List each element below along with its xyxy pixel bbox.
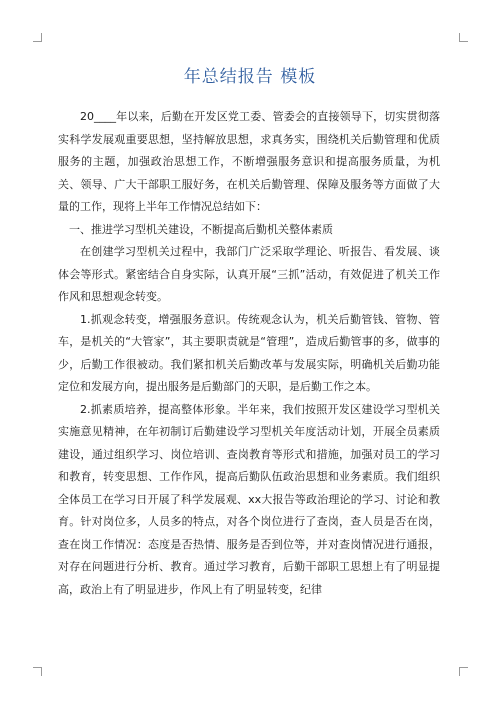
crop-mark-bottom-left xyxy=(33,667,42,676)
document-title: 年总结报告 模板 xyxy=(183,67,317,87)
section-heading: 一、推进学习型机关建设，不断提高后勤机关整体素质 xyxy=(69,222,333,236)
crop-mark-bottom-right xyxy=(459,667,468,676)
crop-mark-top-left xyxy=(33,33,42,42)
intro-paragraph: 20____年以来，后勤在开发区党工委、管委会的直接领导下，切实贯彻落实科学发展观重要思想，坚持解放思想，求真务实，围绕机关后勤管理和优质服务的主题，加强政治思想工作，不断增强服务意识和提高服务质量，为机关、领导、广大干部职工服好务，在机关后勤管理、保障及服务等方面做了大量的工作，现将上半年工作情况总结如下： xyxy=(58,110,440,213)
crop-mark-top-right xyxy=(459,33,468,42)
body-paragraph: 1.抓观念转变，增强服务意识。传统观念认为，机关后勤管钱、管物、管车，是机关的“大管家”，其主要职责就是“管理”，造成后勤管事的多，做事的少，后勤工作很被动。我们紧扣机关后勤改革与发展实际，明确机关后勤功能定位和发展方向，提出服务是后勤部门的天职，是后勤工作之本。 xyxy=(58,312,440,393)
document-body xyxy=(58,106,440,601)
body-paragraph: 在创建学习型机关过程中，我部门广泛采取学理论、听报告、看发展、谈体会等形式。紧密结合自身实际，认真开展“三抓”活动，有效促进了机关工作作风和思想观念转变。 xyxy=(58,245,440,303)
body-paragraph: 2.抓素质培养，提高整体形象。半年来，我们按照开发区建设学习型机关实施意见精神，在年初制订后勤建设学习型机关年度活动计划，开展全员素质建设，通过组织学习、岗位培训、查岗教育等形式和措施，加强对员工的学习和教育，转变思想、工作作风，提高后勤队伍政治思想和业务素质。我们组织全体员工在学习日开展了科学发展观、xx大报告等政治理论的学习、讨论和教育。针对岗位多，人员多的特点，对各个岗位进行了查岗，查人员是否在岗，查在岗工作情况：态度是否热情、服务是否到位等，并对查岗情况进行通报，对存在问题进行分析、教育。通过学习教育，后勤干部职工思想上有了明显提高，政治上有了明显进步，作风上有了明显转变，纪律 xyxy=(58,402,440,596)
